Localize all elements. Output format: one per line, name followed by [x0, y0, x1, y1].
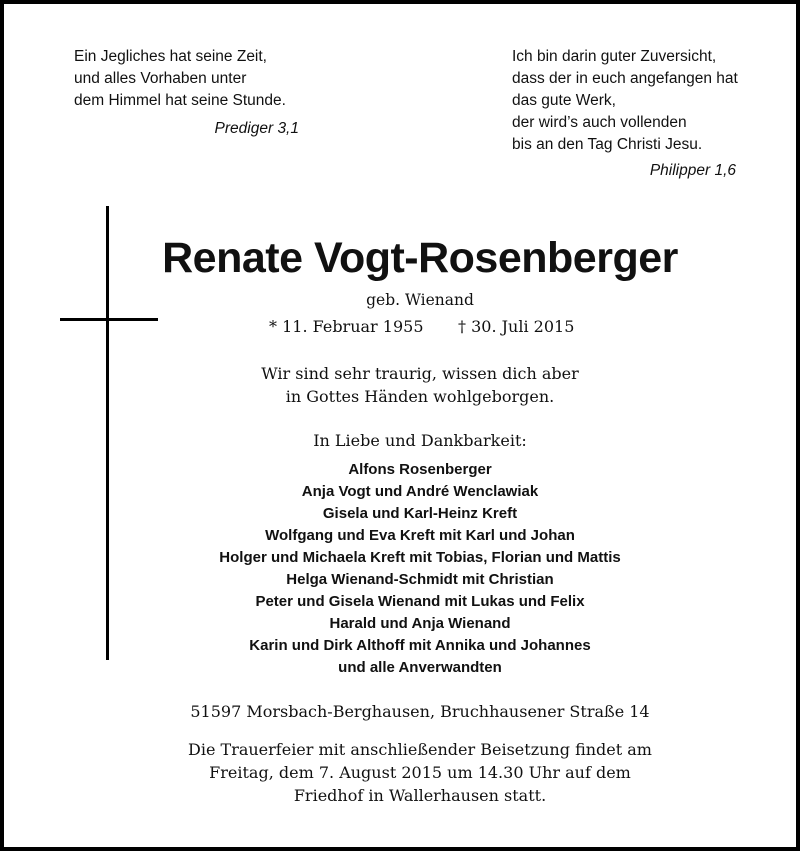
bible-quote-left: [74, 46, 334, 112]
quote-line: der wird’s auch vollenden: [512, 114, 687, 131]
maiden-name: geb. Wienand: [366, 291, 474, 309]
mourner-item: Gisela und Karl-Heinz Kreft: [322, 505, 518, 522]
mourner-item: Anja Vogt und André Wenclawiak: [301, 483, 539, 500]
consolation-text: [110, 362, 730, 408]
mourner-item: Holger und Michaela Kreft mit Tobias, Florian und Mattis: [219, 549, 621, 566]
quote-line: Ein Jegliches hat seine Zeit,: [74, 48, 267, 65]
quote-line: Ich bin darin guter Zuversicht,: [512, 48, 717, 65]
quote-line: bis an den Tag Christi Jesu.: [512, 136, 703, 153]
quote-line: dass der in euch angefangen hat: [512, 70, 738, 87]
text-line: Wir sind sehr traurig, wissen dich aber: [261, 364, 579, 383]
text-line: Die Trauerfeier mit anschließender Beisetzung findet am: [188, 740, 652, 759]
cross-icon-crossbar: [60, 318, 158, 321]
gratitude-line: In Liebe und Dankbarkeit:: [313, 431, 527, 450]
quote-line: das gute Werk,: [512, 92, 616, 109]
quote-reference-right: Philipper 1,6: [649, 162, 736, 179]
text-line: Freitag, dem 7. August 2015 um 14.30 Uhr auf dem: [209, 763, 631, 782]
quote-reference-left: Prediger 3,1: [214, 120, 299, 137]
mourner-item: Helga Wienand-Schmidt mit Christian: [286, 571, 554, 588]
quote-line: und alles Vorhaben unter: [74, 70, 247, 87]
mourner-item: Wolfgang und Eva Kreft mit Karl und Johan: [265, 527, 575, 544]
birth-date: * 11. Februar 1955: [269, 317, 424, 336]
cross-icon: [106, 206, 109, 660]
mourner-item: Karin und Dirk Althoff mit Annika und Johannes: [249, 637, 591, 654]
mourner-item: und alle Anverwandten: [338, 659, 502, 676]
mourners-list: [110, 459, 730, 679]
mourner-item: Harald und Anja Wienand: [329, 615, 511, 632]
bible-quote-right: [512, 46, 752, 156]
text-line: Friedhof in Wallerhausen statt.: [293, 786, 547, 805]
funeral-info: [110, 738, 730, 807]
mourner-item: Alfons Rosenberger: [348, 461, 492, 478]
quote-line: dem Himmel hat seine Stunde.: [74, 92, 286, 109]
mourner-item: Peter und Gisela Wienand mit Lukas und Felix: [255, 593, 585, 610]
deceased-name: Renate Vogt-Rosenberger: [162, 234, 678, 282]
text-line: in Gottes Händen wohlgeborgen.: [285, 387, 555, 406]
death-date: † 30. Juli 2015: [458, 317, 575, 336]
family-address: 51597 Morsbach-Berghausen, Bruchhausener Straße 14: [190, 702, 650, 721]
